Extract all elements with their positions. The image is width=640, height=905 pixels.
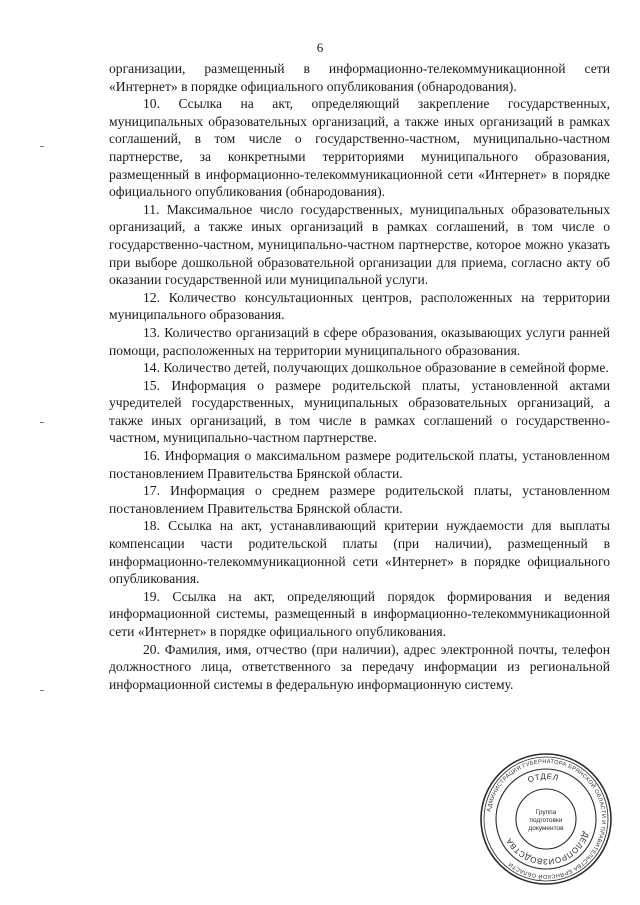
- stamp-center-line3: документов: [528, 825, 564, 832]
- paragraph-item-11: 11. Максимальное число государственных, муниципальных образовательных организаций, а также иных организаций в рамках соглашений, в том числе о государственно-частном, муниципально-частном партнерстве, которое можно указать при выборе дошкольной образовательной организации для приема, согласно акту об оказании государственной или муниципальной услуги.: [109, 201, 610, 288]
- paragraph-item-10: 10. Ссылка на акт, определяющий закрепление государственных, муниципальных образовательных организаций, а также иных организаций в рамках соглашений, в том числе о государственно-частном, муниципально-частном партнерстве, за конкретными территориями муниципального образования, размещенный в информационно-телекоммуникационной сети «Интернет» в порядке официального опубликования (обнародования).: [109, 96, 610, 200]
- paragraph-continuation: организации, размещенный в информационно-телекоммуникационной сети «Интернет» в порядке официального опубликования (обнародования).: [109, 61, 610, 94]
- stamp-center-line2: подготовки: [529, 817, 563, 824]
- margin-mark: [40, 690, 44, 691]
- paragraph-item-14: 14. Количество детей, получающих дошкольное образование в семейной форме.: [143, 360, 609, 376]
- paragraph-item-17: 17. Информация о среднем размере родительской платы, установленном постановлением Правительства Брянской области.: [109, 483, 610, 516]
- stamp-outer-text: АДМИНИСТРАЦИЯ ГУБЕРНАТОРА БРЯНСКОЙ ОБЛАСТИ И ПРАВИТЕЛЬСТВА БРЯНСКОЙ ОБЛАСТИ: [486, 758, 607, 880]
- stamp-center-line1: Группа: [535, 809, 557, 816]
- stamp-dept-word2: ДЕЛОПРОИЗВОДСТВА: [504, 830, 591, 867]
- official-stamp: [479, 752, 613, 886]
- paragraph-item-12: 12. Количество консультационных центров, расположенных на территории муниципального образования.: [109, 289, 610, 323]
- paragraph-item-18: 18. Ссылка на акт, устанавливающий критерии нуждаемости для выплаты компенсации части родительской платы (при наличии), размещенный в информационно-телекоммуникационной сети «Интернет» в порядке официального опубликования.: [109, 518, 610, 587]
- margin-mark: [40, 146, 44, 147]
- page-number: 6: [316, 40, 324, 55]
- document-body: [109, 60, 610, 693]
- stamp-seal-icon: [479, 752, 613, 886]
- paragraph-item-15: 15. Информация о размере родительской платы, установленной актами учредителей государственных, муниципальных образовательных организаций, а также иных организаций, в том числе в рамках соглашений о государственно-частном, муниципально-частном партнерстве.: [109, 377, 610, 446]
- paragraph-item-20: 20. Фамилия, имя, отчество (при наличии), адрес электронной почты, телефон должностного лица, ответственного за передачу информации из региональной информационной системы в федеральную информационную систему.: [109, 641, 610, 692]
- paragraph-item-13: 13. Количество организаций в сфере образования, оказывающих услуги ранней помощи, расположенных на территории муниципального образования.: [109, 324, 610, 358]
- paragraph-item-16: 16. Информация о максимальном размере родительской платы, установленном постановлением Правительства Брянской области.: [109, 448, 610, 481]
- margin-mark: [40, 422, 44, 423]
- paragraph-item-19: 19. Ссылка на акт, определяющий порядок формирования и ведения информационной системы, размещенный в информационно-телекоммуникационной сети «Интернет» в порядке официального опубликования.: [109, 588, 610, 639]
- stamp-dept-word1: ОТДЕЛ: [526, 771, 560, 785]
